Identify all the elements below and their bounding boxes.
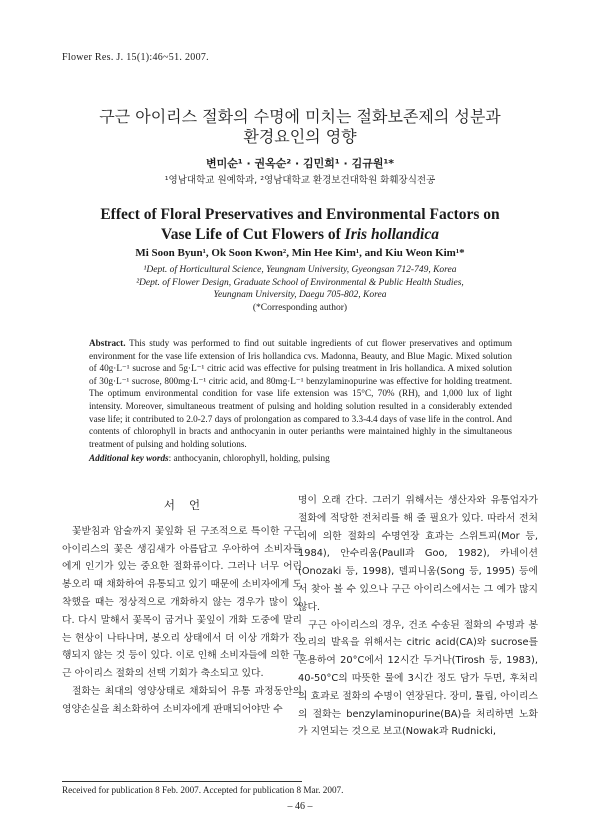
left-paragraph-2: 절화는 최대의 영양상태로 채화되어 유통 과정동안의 영양손실을 최소화하여 소비자에게 판매되어야만 수 [62, 685, 302, 715]
corresponding-author-note: (*Corresponding author) [252, 302, 348, 313]
abstract-label: Abstract. [89, 338, 126, 348]
keywords-label: Additional key words [89, 453, 169, 463]
right-column [298, 492, 538, 741]
english-authors: Mi Soon Byun¹, Ok Soon Kwon², Min Hee Kim¹, and Kiu Weon Kim¹* [135, 247, 465, 259]
left-column [62, 497, 302, 719]
footnote: Received for publication 8 Feb. 2007. Accepted for publication 8 Mar. 2007. [62, 785, 344, 795]
affiliation-3: Yeungnam University, Daegu 705-802, Korea [213, 290, 387, 300]
abstract [89, 337, 512, 450]
right-paragraph-1: 명이 오래 간다. 그러기 위해서는 생산자와 유통업자가 절화에 적당한 전처리를 해 줄 필요가 있다. 따라서 전처리에 의한 절화의 수명연장 효과는 스위트피(Mor 등, 1984), 안수리움(Paull과 Goo, 1982), 카네이션(Onozaki 등, 1998), 델피니움(Song 등, 1995) 등에서 찾아 볼 수 있으나 구근 아이리스에서는 그 예가 많지 않다. [298, 495, 538, 613]
keywords-text: : anthocyanin, chlorophyll, holding, pulsing [168, 453, 330, 463]
page-number: – 46 – [287, 801, 313, 812]
english-title [0, 205, 600, 245]
affiliation-2: ²Dept. of Flower Design, Graduate School of Environmental & Public Health Studies, [136, 277, 464, 288]
section-heading: 서언 [163, 498, 215, 512]
keywords [89, 453, 512, 463]
korean-title-line1: 구근 아이리스 절화의 수명에 미치는 절화보존제의 성분과 [99, 107, 501, 126]
journal-citation: Flower Res. J. 15(1):46~51. 2007. [62, 52, 209, 63]
english-title-line2-text: Vase Life of Cut Flowers of [160, 226, 345, 243]
affiliation-1: ¹Dept. of Horticultural Science, Yeungnam University, Gyeongsan 712-749, Korea [143, 265, 457, 275]
korean-title [0, 107, 600, 147]
left-paragraph-1: 꽃받침과 암술까지 꽃잎화 된 구조적으로 특이한 구근 아이리스의 꽃은 생김새가 아름답고 우아하여 소비자들에게 인기가 있는 중요한 절화류이다. 그러나 너무 어린 봉오리 때 채화하여 유통되고 있기 때문에 소비자에게 도착했을 때는 정상적으로 개화하지 않는 경우가 많이 있다. 다시 말해서 꽃목이 굽거나 꽃잎이 개화 도중에 말리는 현상이 나타나며, 봉오리 상태에서 더 이상 개화가 진행되지 않는 것 등이 있다. 이로 인해 소비자들에 의한 구근 아이리스 절화의 선택 기회가 축소되고 있다. [62, 525, 302, 680]
korean-authors: 변미순¹ · 권옥순² · 김민희¹ · 김규원¹* [205, 157, 395, 170]
right-paragraph-2: 구근 아이리스의 경우, 건조 수송된 절화의 수명과 봉오리의 발육을 위해서는 citric acid(CA)와 sucrose를 혼용하여 20°C에서 12시간 두거나(Tirosh 등, 1983), 40-50°C의 따뜻한 물에 3시간 정도 담가 두면, 후처리의 효과로 절화의 수명이 연장된다. 장미, 튤립, 아이리스의 절화는 benzylaminopurine(BA)을 처리하면 노화가 지연되는 것으로 보고(Nowak과 Rudnicki, [298, 619, 538, 738]
korean-affiliation: ¹영남대학교 원예학과, ²영남대학교 환경보건대학원 화훼장식전공 [164, 175, 436, 186]
english-affiliations [0, 264, 600, 314]
english-title-species: Iris hollandica [344, 226, 439, 243]
footnote-rule [62, 781, 302, 782]
english-title-line2 [0, 225, 600, 245]
english-title-line1: Effect of Floral Preservatives and Environmental Factors on [100, 206, 500, 223]
korean-title-line2: 환경요인의 영향 [243, 127, 357, 146]
abstract-text: This study was performed to find out suitable ingredients of cut flower preservatives and optimum environment for the vase life extension of Iris hollandica cvs. Madonna, Beauty, and Blue Magic. Mixed solution of 40g·L⁻¹ sucrose and 5g·L⁻¹ citric acid was effective for pulsing treatment in Iris hollandica. A mixed solution of 30g·L⁻¹ sucrose, 800mg·L⁻¹ citric acid, and 80mg·L⁻¹ benzylaminopurine was effective for holding treatment. The optimum environmental condition for vase life extension was 15°C, 70% (RH), and 1,000 lux of light intensity. Moreover, simultaneous treatment of pulsing and holding solution resulted in a considerably extended vase life; it contributed to 2.0-2.7 days of prolongation as compared to 3.3-4.4 days of vase life in the control. And contents of chlorophyll in bracts and anthocyanin in outer perianths were maintained highly in the simultaneous treatment of pulsing and holding solutions. [89, 338, 512, 449]
